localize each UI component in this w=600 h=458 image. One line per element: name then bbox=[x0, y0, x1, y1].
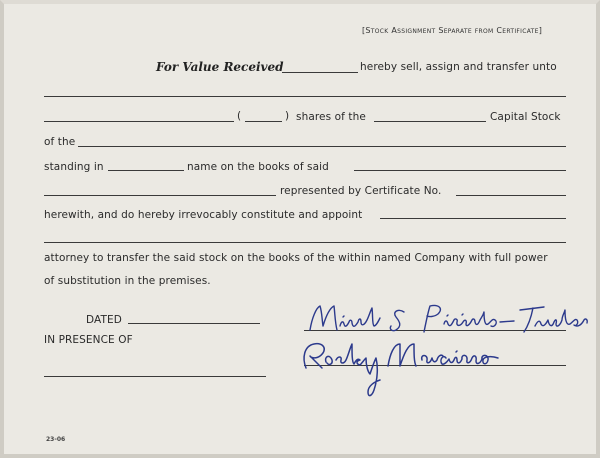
capital-stock-text: Capital Stock bbox=[490, 111, 561, 123]
dated-blank bbox=[128, 323, 260, 324]
for-value-received-heading: For Value Received bbox=[156, 60, 284, 74]
said-company-blank bbox=[354, 170, 566, 171]
shares-number-blank bbox=[245, 121, 282, 122]
substitution-text: of substitution in the premises. bbox=[44, 275, 211, 287]
shares-of-the-text: shares of the bbox=[296, 111, 366, 123]
herewith-text: herewith, and do hereby irrevocably constitute and appoint bbox=[44, 209, 363, 221]
stock-type-blank bbox=[374, 121, 486, 122]
certificate-number-blank bbox=[456, 195, 566, 196]
paren-open: ( bbox=[237, 110, 242, 122]
header-caption: [Stock Assignment Separate from Certificate] bbox=[362, 26, 543, 35]
represented-by-text: represented by Certificate No. bbox=[280, 185, 442, 197]
represented-blank bbox=[44, 195, 276, 196]
shares-words-blank bbox=[44, 121, 234, 122]
attorney-blank-line bbox=[44, 242, 566, 243]
dated-label: DATED bbox=[86, 314, 122, 326]
in-presence-of-label: IN PRESENCE OF bbox=[44, 334, 133, 346]
blank-line-1 bbox=[282, 72, 358, 73]
form-number: 23-06 bbox=[46, 436, 66, 443]
assignee-blank-line bbox=[44, 96, 566, 97]
standing-in-text: standing in bbox=[44, 161, 104, 173]
signature-rocky-marciano bbox=[296, 334, 546, 404]
company-blank-line bbox=[78, 146, 566, 147]
of-the-text: of the bbox=[44, 136, 76, 148]
attorney-name-blank bbox=[380, 218, 566, 219]
name-on-books-text: name on the books of said bbox=[187, 161, 329, 173]
line1-text: hereby sell, assign and transfer unto bbox=[360, 61, 557, 73]
attorney-text: attorney to transfer the said stock on the books of the within named Company with full power bbox=[44, 252, 548, 264]
witness-blank-line bbox=[44, 376, 266, 377]
standing-in-blank bbox=[108, 170, 184, 171]
paren-close: ) bbox=[285, 110, 290, 122]
